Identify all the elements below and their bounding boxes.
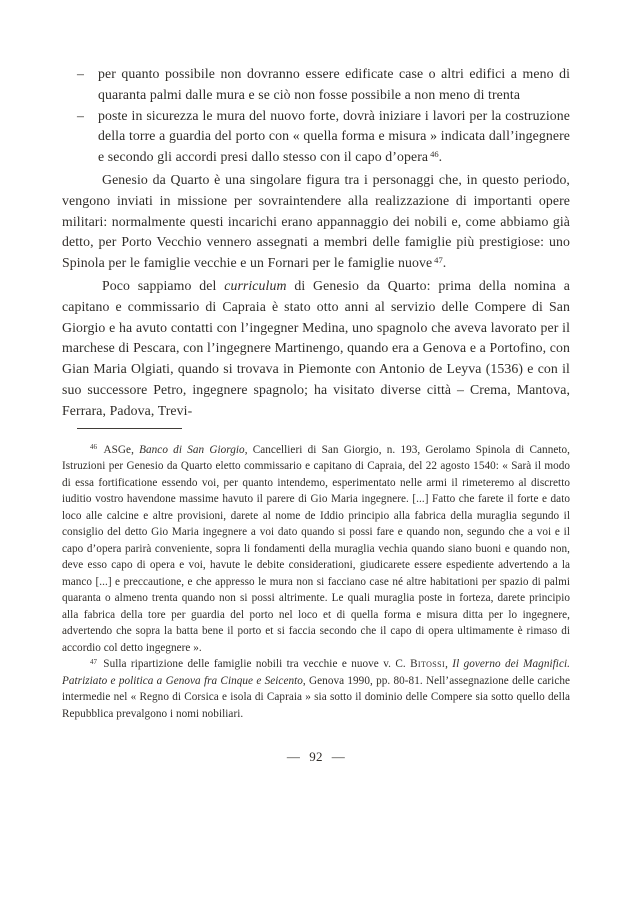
body-paragraph-genesio: Genesio da Quarto è una singolare figura tra i personaggi che, in questo periodo, vengono inviati in missione per sovraintendere alla realizzazione di importanti opere militari: normalmente questi incarichi erano appannaggio dei nobili e, come abbiamo già detto, per Porto Vecchio vennero assegnati a membri delle famiglie più prestigiose: uno Spinola per le famiglie vecchie e un Fornari per le famiglie nuove $^{47}$. (62, 171, 570, 271)
footnote-46: $^{46}$ ASGe, Banco di San Giorgio, Cancellieri di San Giorgio, n. 193, Gerolamo Spinola di Canneto, Istruzioni per Genesio da Quarto eletto commissario e capitano di Capraia, del 22 agosto 1540: « Sarà il modo di essa fortificatione essendo voi, per quanto intendemo, esperimentato nelle armi il rimeteremo al discretto iuditio vostro havendone massime havuto il parere di Gio Maria ingegnere. [...] Fatto che farete il forte e dato loco alle calcine e altre provisioni, darete al nome de Iddio principio alla fabrica della muraglia segundo il consiglio del detto Gio Maria ingegnere a voi dato quando si possi fare e quando non, segundo che a voi e il capo d’opera parirà conveniente, sopra li fondamenti della muraglia vechia quando siano buoni e quando non, deve esso capo di opera e voi, havute le debite considerationi, giudicarete essere espediente advertendo a la manco [...] e preccautione, e che appresso le mura non si facciano case né altre habitationi per spazio di palmi quaranta o almeno trenta quando non si possi altrimente. Le quali muraglia poste in forteza, darete principio alla fabrica della tore per guardia del porto nel loco et di quella forma e misura ditta per lo ingegnere, advertendo che sopra la batta bene il porto et si faccia secondo che il capo di opera ultimamente è rimaso di accordio col detto ingegnere ». (62, 443, 570, 654)
dash-bullet: – (77, 107, 84, 123)
body-paragraph-curriculum: Poco sappiamo del curriculum di Genesio da Quarto: prima della nomina a capitano e commissario di Capraia è stato otto anni al servizio delle Compere di San Giorgio e ha avuto contatti con l’ingegner Medina, uno spagnolo che aveva lavorato per il marchese di Pescara, con l’ingegnere Martinengo, quando era a Genova e a Portofino, con Gian Maria Olgiati, quando si trovava in Piemonte con Antonio de Leyva (1536) e con il suo successore Petro, ingegnere spagnolo; ha visitato diverse città – Crema, Mantova, Ferrara, Padova, Trevi- (62, 277, 570, 418)
page-number: 92 (309, 749, 323, 765)
dash-bullet: – (77, 66, 84, 81)
footnote-47: $^{47}$ Sulla ripartizione delle famiglie nobili tra vecchie e nuove v. C. Bitossi, Il governo dei Magnifici. Patriziato e politica a Genova fra Cinque e Seicento, Genova 1990, pp. 80-81. Nell’assegnazione delle cariche intermedie nel « Regno di Corsica e isola di Capraia » sia sotto il dominio delle Compere sia sotto quello della Repubblica prevalgono i nomi nobiliari. (62, 657, 570, 720)
list-item-text: per quanto possibile non dovranno essere edificate case o altri edifici a meno di quaranta palmi dalle mura e se ciò non fosse possibile a non meno di trenta (98, 66, 570, 102)
page-footer (62, 749, 570, 765)
page-content (62, 64, 570, 765)
footnote-separator (77, 428, 182, 429)
list-item (62, 106, 570, 168)
list-item-text: poste in sicurezza le mura del nuovo forte, dovrà iniziare i lavori per la costruzione della torre a guardia del porto con « quella forma e misura » indicata dall’ingegnere e secondo gli accordi presi dallo stesso con il capo d’opera $^{46}$. (98, 107, 570, 165)
footer-dash-left: — (286, 749, 301, 765)
list-item (62, 64, 570, 106)
provision-list (62, 64, 570, 168)
footer-dash-right: — (331, 749, 346, 765)
